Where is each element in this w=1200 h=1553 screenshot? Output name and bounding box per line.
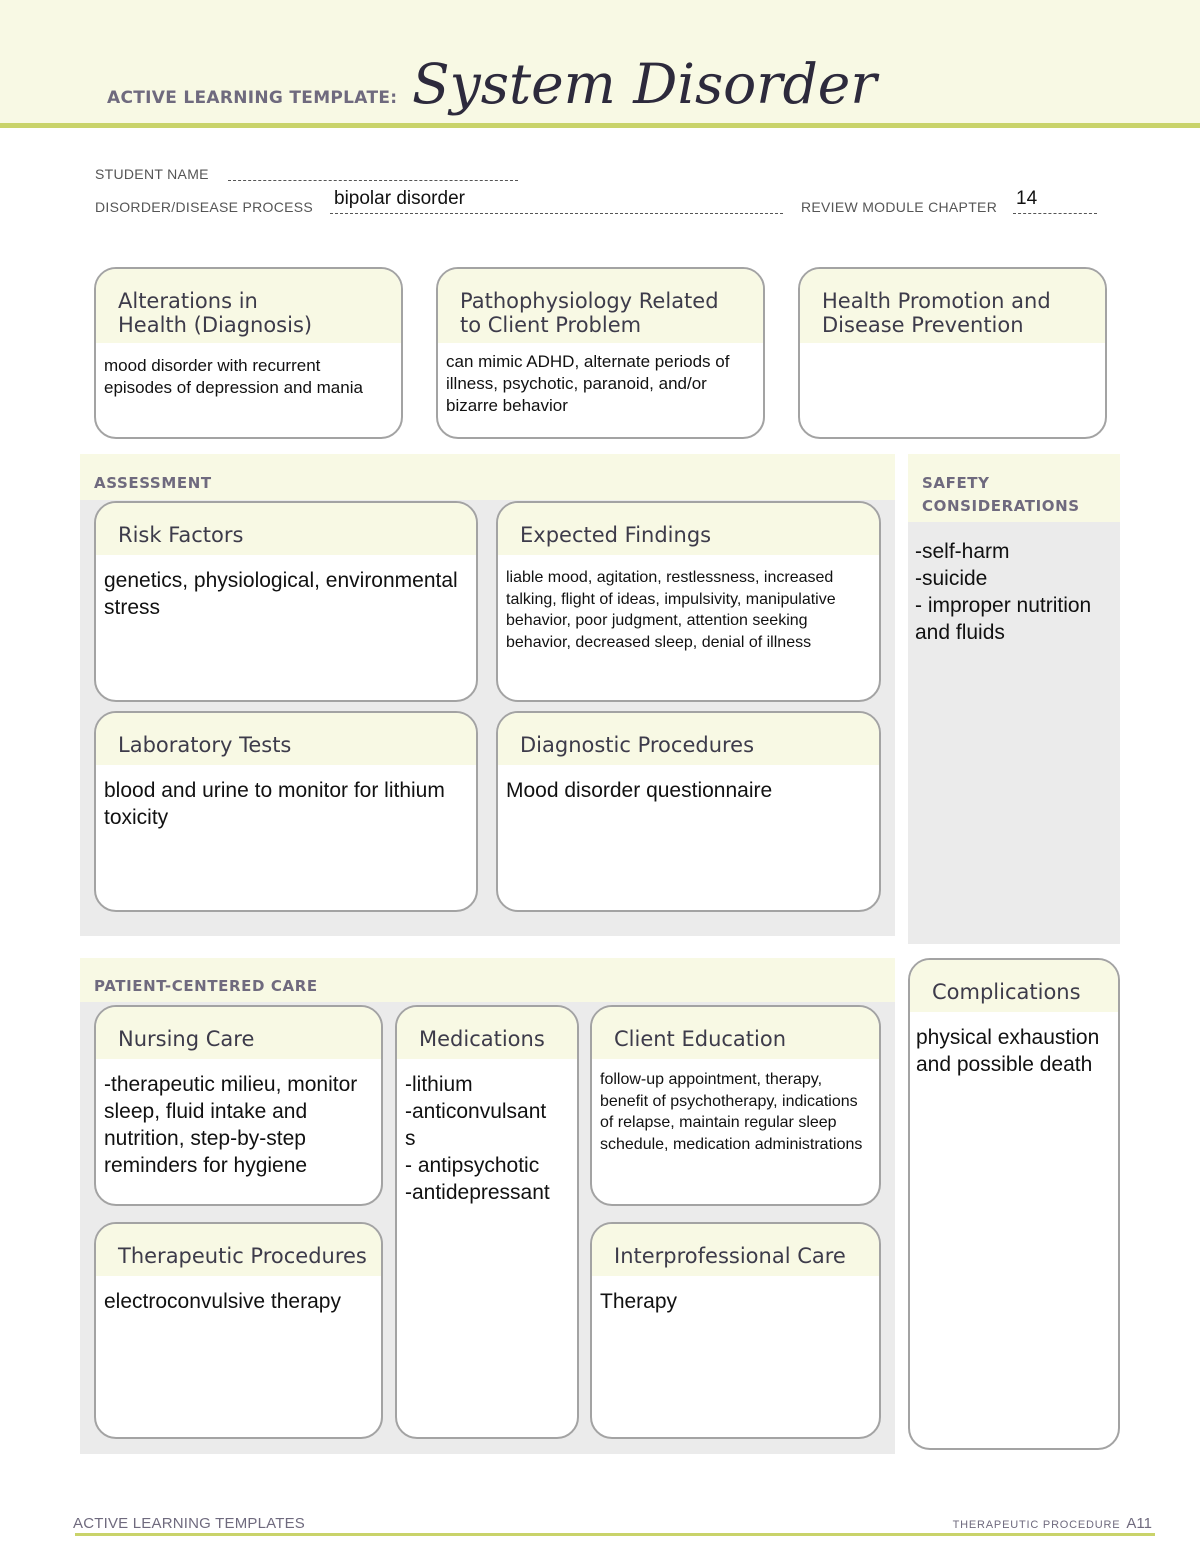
diagnostic-procedures-body[interactable]: Mood disorder questionnaire (506, 779, 773, 802)
disorder-label: DISORDER/DISEASE PROCESS (95, 199, 314, 215)
expected-findings-body[interactable]: liable mood, agitation, restlessness, increased talking, flight of ideas, impulsivity, manipulative behavior, poor judgment, attention seeking behavior, decreased sleep, denial of illness (506, 569, 836, 651)
footer-page-number: A11 (1126, 1515, 1152, 1532)
safety-body[interactable]: -self-harm -suicide - improper nutrition and fluids (915, 540, 1092, 644)
laboratory-tests-body[interactable]: blood and urine to monitor for lithium toxicity (104, 779, 445, 829)
assessment-label: ASSESSMENT (80, 454, 895, 500)
risk-factors-title: Risk Factors (96, 503, 476, 555)
health-promotion-title: Health Promotion and Disease Prevention (800, 269, 1105, 343)
client-education-body[interactable]: follow-up appointment, therapy, benefit of psychotherapy, indications of relapse, maintain regular sleep schedule, medication administrations (600, 1071, 863, 1153)
interprofessional-care-title: Interprofessional Care (592, 1224, 879, 1276)
disorder-value: bipolar disorder (334, 188, 465, 209)
expected-findings-title: Expected Findings (498, 503, 879, 555)
expected-findings-card (496, 501, 881, 702)
risk-factors-card (94, 501, 478, 702)
complications-body[interactable]: physical exhaustion and possible death (916, 1026, 1100, 1076)
footer-left: ACTIVE LEARNING TEMPLATES (73, 1515, 305, 1532)
pathophysiology-body[interactable]: can mimic ADHD, alternate periods of illness, psychotic, paranoid, and/or bizarre behavior (446, 352, 730, 415)
health-promotion-body[interactable] (800, 343, 1105, 361)
nursing-care-body[interactable]: -therapeutic milieu, monitor sleep, fluid intake and nutrition, step-by-step reminders for hygiene (104, 1073, 358, 1177)
diagnostic-procedures-title: Diagnostic Procedures (498, 713, 879, 765)
medications-body[interactable]: -lithium -anticonvulsant s - antipsychotic -antidepressant (405, 1073, 550, 1204)
nursing-care-card (94, 1005, 383, 1206)
laboratory-tests-card (94, 711, 478, 912)
footer-section: THERAPEUTIC PROCEDURE (952, 1519, 1121, 1531)
pathophysiology-title: Pathophysiology Related to Client Problem (438, 269, 763, 343)
therapeutic-procedures-card (94, 1222, 383, 1439)
interprofessional-care-card (590, 1222, 881, 1439)
medications-card (395, 1005, 579, 1439)
complications-card (908, 958, 1120, 1450)
health-promotion-card (798, 267, 1107, 439)
footer-divider (75, 1533, 1155, 1536)
alterations-title: Alterations in Health (Diagnosis) (96, 269, 401, 343)
client-education-title: Client Education (592, 1007, 879, 1059)
pathophysiology-card (436, 267, 765, 439)
safety-label: SAFETY CONSIDERATIONS (908, 454, 1120, 522)
template-label: ACTIVE LEARNING TEMPLATE: (107, 88, 398, 108)
disorder-field[interactable] (330, 213, 783, 214)
complications-title: Complications (910, 960, 1118, 1012)
therapeutic-procedures-body[interactable]: electroconvulsive therapy (104, 1290, 341, 1313)
diagnostic-procedures-card (496, 711, 881, 912)
header-divider (0, 123, 1200, 128)
safety-panel (908, 454, 1120, 944)
chapter-field[interactable] (1013, 213, 1097, 214)
student-name-label: STUDENT NAME (95, 166, 209, 182)
student-name-field[interactable] (228, 180, 518, 181)
page-title: System Disorder (412, 52, 877, 116)
alterations-body[interactable]: mood disorder with recurrent episodes of depression and mania (104, 356, 363, 397)
footer-right (953, 1515, 1152, 1532)
client-education-card (590, 1005, 881, 1206)
laboratory-tests-title: Laboratory Tests (96, 713, 476, 765)
interprofessional-care-body[interactable]: Therapy (600, 1290, 678, 1313)
nursing-care-title: Nursing Care (96, 1007, 381, 1059)
chapter-value: 14 (1016, 188, 1038, 209)
chapter-label: REVIEW MODULE CHAPTER (801, 199, 998, 215)
alterations-card (94, 267, 403, 439)
medications-title: Medications (397, 1007, 577, 1059)
therapeutic-procedures-title: Therapeutic Procedures (96, 1224, 381, 1276)
risk-factors-body[interactable]: genetics, physiological, environmental stress (104, 569, 458, 619)
patient-care-label: PATIENT-CENTERED CARE (80, 958, 895, 1002)
